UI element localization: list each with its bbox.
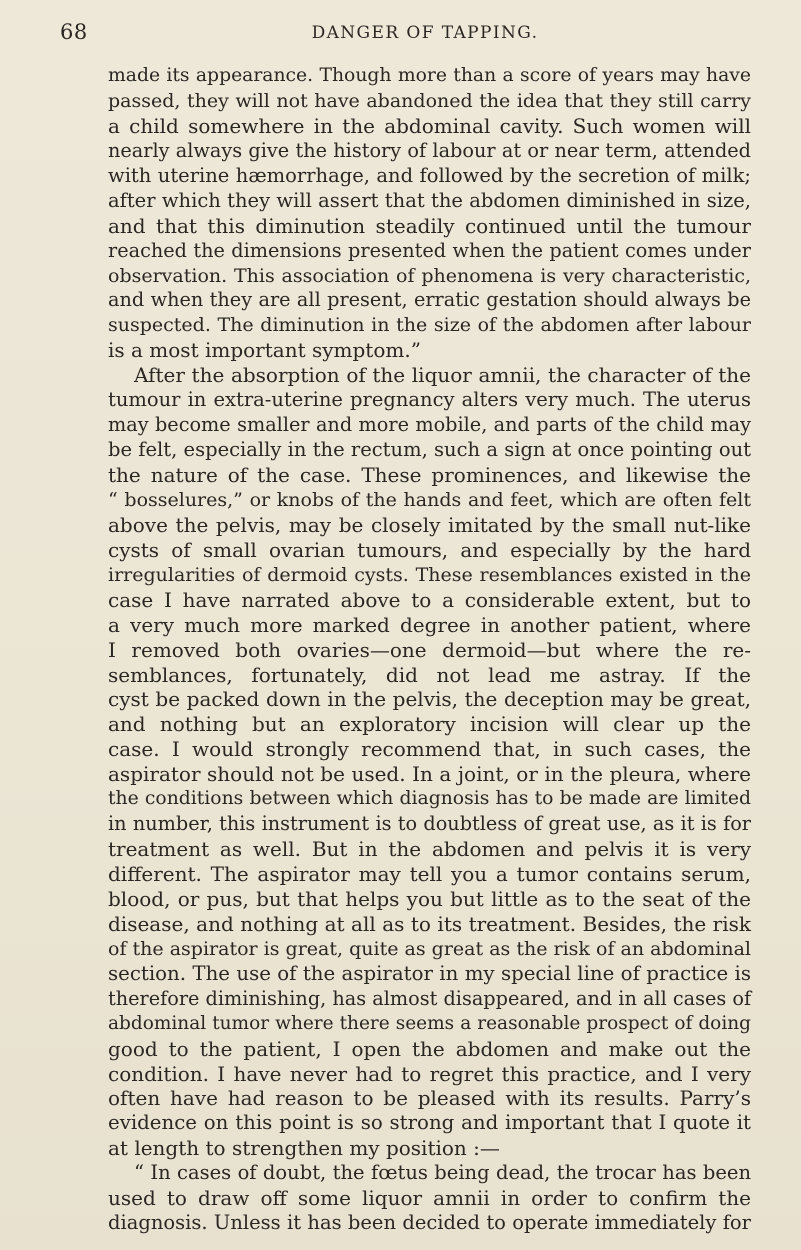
page-number: 68 [60,20,88,44]
quote-start-line: “ In cases of doubt, the fœtus being dead, the trocar has been [134,1161,751,1185]
body-text [108,64,751,1236]
text-line: with uterine hæmorrhage, and followed by the secretion of milk; [108,163,751,187]
text-line: disease, and nothing at all as to its treatment. Besides, the risk [108,911,751,936]
text-line: I removed both ovaries—one dermoid—but where the re- [108,637,751,662]
text-line: the conditions between which diagnosis has to be made are limited [108,788,751,810]
text-line: semblances, fortunately, did not lead me astray. If the [108,662,751,687]
text-line: case I have narrated above to a considerable extent, but to [108,587,751,612]
text-line: cysts of small ovarian tumours, and especially by the hard [108,537,751,562]
text-line: diagnosis. Unless it has been decided to operate immediately for [108,1211,751,1235]
text-line: and when they are all present, erratic gestation should always be [108,288,751,312]
paragraph-start-line: After the absorption of the liquor amnii, the character of the [134,363,751,388]
text-line: abdominal tumor where there seems a reasonable prospect of doing [108,1012,751,1034]
text-line: condition. I have never had to regret this practice, and I very [108,1061,751,1086]
text-line: observation. This association of phenomena is very characteristic, [108,264,751,287]
text-line: may become smaller and more mobile, and parts of the child may [108,413,751,437]
text-line: a very much more marked degree in another patient, where [108,612,751,637]
text-line: reached the dimensions presented when the patient comes under [108,238,751,262]
text-line: case. I would strongly recommend that, in such cases, the [108,737,751,762]
text-line: tumour in extra-uterine pregnancy alters very much. The uterus [108,388,751,412]
text-line: often have had reason to be pleased with its results. Parry’s [108,1086,751,1111]
text-line: and nothing but an exploratory incision will clear up the [108,712,751,737]
text-line: therefore diminishing, has almost disappeared, and in all cases of [108,986,752,1010]
text-line: nearly always give the history of labour at or near term, attended [108,138,751,162]
text-line: cyst be packed down in the pelvis, the deception may be great, [108,687,751,712]
text-line: in number, this instrument is to doubtless of great use, as it is for [108,812,751,836]
text-line: above the pelvis, may be closely imitated by the small nut-like [108,512,751,537]
text-line: be felt, especially in the rectum, such a sign at once pointing out [108,438,751,462]
text-line: made its appearance. Though more than a score of years may have [108,65,751,86]
text-line: is a most important symptom.” [108,338,421,363]
text-line: and that this diminution steadily continued until the tumour [108,213,751,238]
running-title: DANGER OF TAPPING. [311,23,539,43]
text-line: irregularities of dermoid cysts. These resemblances existed in the [108,563,751,586]
text-line: good to the patient, I open the abdomen and make out the [108,1036,751,1061]
text-line: different. The aspirator may tell you a tumor contains serum, [108,862,751,886]
text-line: suspected. The diminution in the size of the abdomen after labour [108,314,751,337]
text-line: the nature of the case. These prominences, and likewise the [108,463,751,487]
text-line: used to draw off some liquor amnii in order to confirm the [108,1186,751,1211]
text-line: of the aspirator is great, quite as great as the risk of an abdominal [108,937,751,960]
text-line: aspirator should not be used. In a joint, or in the pleura, where [108,762,751,787]
text-line: “ bosselures,” or knobs of the hands and feet, which are often felt [108,488,751,511]
text-line: treatment as well. But in the abdomen and pelvis it is very [108,837,751,862]
text-line: evidence on this point is so strong and important that I quote it [108,1111,751,1135]
text-line: passed, they will not have abandoned the idea that they still carry [108,89,751,112]
text-line: after which they will assert that the abdomen diminished in size, [108,188,751,212]
text-line: section. The use of the aspirator in my special line of practice is [108,961,751,985]
text-line: blood, or pus, but that helps you but little as to the seat of the [108,886,751,911]
text-line: at length to strengthen my position :— [108,1136,500,1161]
running-head [60,20,760,44]
text-line: a child somewhere in the abdominal cavity. Such women will [108,113,751,138]
